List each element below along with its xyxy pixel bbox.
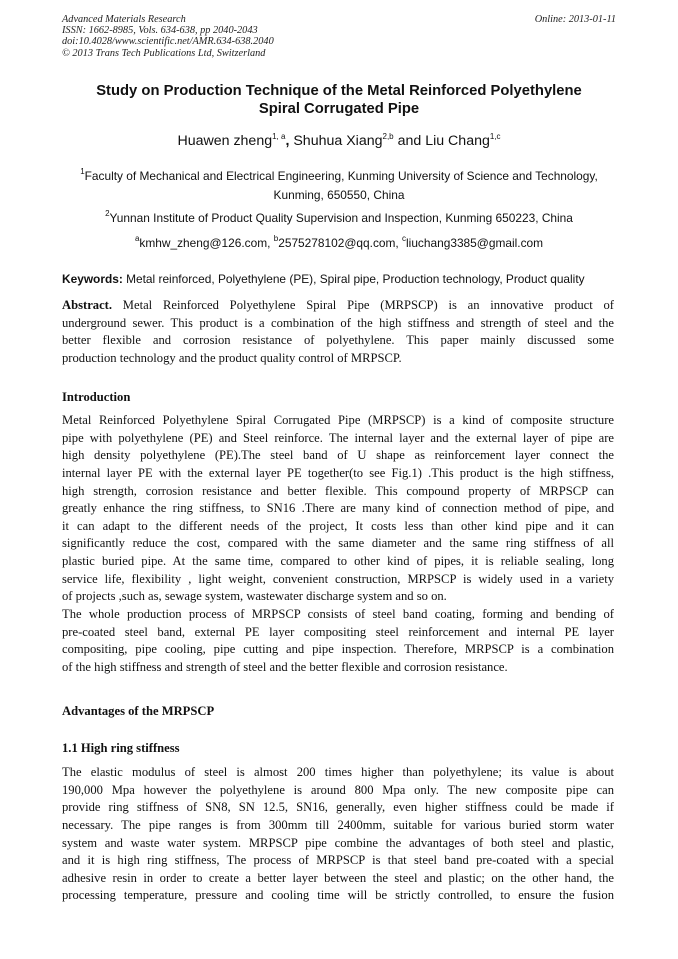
body-line: pipe with polyethylene (PE) and Steel reinforce. The internal layer and the external layer of pipe are <box>62 430 614 445</box>
body-line: compositing, pipe cooling, pipe cutting and pipe inspection. Therefore, MRPSCP is a combination <box>62 642 614 657</box>
title-line: Study on Production Technique of the Metal Reinforced Polyethylene <box>96 83 582 99</box>
author-separator: , <box>285 133 294 149</box>
journal-name: Advanced Materials Research <box>62 14 186 25</box>
journal-header <box>62 14 274 59</box>
title-line: Spiral Corrugated Pipe <box>258 101 420 117</box>
affiliation-mark: 1 <box>80 167 85 176</box>
body-line: pre-coated steel band, external PE layer compositing steel reinforcement and internal PE layer <box>62 624 614 639</box>
body-line: adhesive resin in order to create a better layer between the steel and plastic; on the other hand, the <box>62 870 614 885</box>
body-line: of projects ,such as, sewage system, wastewater discharge system and so on. <box>62 589 447 604</box>
intro-paragraph-2 <box>62 606 614 677</box>
author-affiliation-mark: 2,b <box>382 132 394 141</box>
email-mark: c <box>402 234 407 243</box>
subsection-heading-ring-stiffness: 1.1 High ring stiffness <box>62 741 180 755</box>
body-line: system and waste water system. MRPSCP pipe combine the advantages of both steel and plastic, <box>62 835 614 850</box>
keywords <box>62 271 616 287</box>
body-line: 190,000 Mpa however the polyethylene is around 800 Mpa only. The new composite pipe can <box>62 782 614 797</box>
body-line: Metal Reinforced Polyethylene Spiral Corrugated Pipe (MRPSCP) is a kind of composite structure <box>62 413 614 427</box>
advantages-paragraph-1 <box>62 764 614 905</box>
doi-line: doi:10.4028/www.scientific.net/AMR.634-638.2040 <box>62 36 274 48</box>
affiliation-text: Yunnan Institute of Product Quality Supervision and Inspection, Kunming 650223, China <box>109 211 573 225</box>
paper-title <box>62 82 616 118</box>
body-line: it can adapt to the different needs of the project, It costs less than other kind pipe and it can <box>62 518 614 533</box>
body-line: processing temperature, pressure and cooling time will be strictly controlled, to ensure the fusion <box>62 888 614 903</box>
email-link[interactable]: liuchang3385@gmail.com <box>406 236 544 250</box>
abstract-label: Abstract. <box>62 298 113 312</box>
abstract-line: production technology and the product quality control of MRPSCP. <box>62 350 402 365</box>
intro-paragraph-1 <box>62 412 614 606</box>
body-line: The elastic modulus of steel is almost 200 times higher than polyethylene; its value is about <box>62 765 614 779</box>
author-name: Huawen zheng <box>177 133 273 149</box>
copyright-line: © 2013 Trans Tech Publications Ltd, Switzerland <box>62 47 266 59</box>
affiliation-mark: 2 <box>105 209 110 218</box>
email-link[interactable]: 2575278102@qq.com, <box>278 236 403 250</box>
author-list <box>62 132 616 150</box>
keywords-label: Keywords: <box>62 272 123 286</box>
body-line: service life, flexibility , light weight, convenient construction, MRPSCP is widely used in a variety <box>62 571 614 586</box>
body-line: plastic buried pipe. At the same time, compared to other kind of pipes, it is reliable sealing, long <box>62 554 614 569</box>
author-emails <box>62 235 616 251</box>
body-line: high strength, corrosion resistance and better flexible. This compound property of MRPSCP can <box>62 483 614 498</box>
section-heading-advantages: Advantages of the MRPSCP <box>62 704 215 718</box>
author-affiliation-mark: 1, a <box>272 132 286 141</box>
body-line: provide ring stiffness of SN8, SN 12.5, SN16, generally, even higher stiffness could be made if <box>62 800 614 815</box>
body-line: greatly enhance the ring stiffness, to SN16 .There are many kind of connection method of pipe, and <box>62 501 614 516</box>
affiliation-1 <box>62 167 616 204</box>
author-separator: and <box>393 133 426 149</box>
issn-line: ISSN: 1662-8985, Vols. 634-638, pp 2040-2043 <box>62 25 258 37</box>
body-line: The whole production process of MRPSCP consists of steel band coating, forming and bending of <box>62 607 614 621</box>
body-line: and it is high ring stiffness, The process of MRPSCP is that steel band pre-coated with a special <box>62 853 614 868</box>
affiliation-2 <box>62 209 616 228</box>
abstract-text: Metal Reinforced Polyethylene Spiral Pipe (MRPSCP) is an innovative product of <box>112 298 614 312</box>
abstract-line: better flexible and corrosion resistance of polyethylene. This paper mainly discussed some <box>62 333 614 348</box>
body-line: of the high stiffness and strength of steel and the better flexible and corrosion resistance. <box>62 659 508 674</box>
keywords-text: Metal reinforced, Polyethylene (PE), Spiral pipe, Production technology, Product quality <box>122 272 585 286</box>
abstract <box>62 297 614 368</box>
author-affiliation-mark: 1,c <box>489 132 501 141</box>
author-name: Liu Chang <box>425 133 490 149</box>
author-name: Shuhua Xiang <box>293 133 383 149</box>
online-date: Online: 2013-01-11 <box>534 14 616 25</box>
abstract-line: underground sewer. This product is a combination of the high stiffness and strength of steel and the <box>62 315 614 330</box>
email-link[interactable]: kmhw_zheng@126.com, <box>139 236 274 250</box>
body-line: necessary. The pipe ranges is from 300mm till 2400mm, suitable for various buried storm water <box>62 817 614 832</box>
email-mark: b <box>273 234 279 243</box>
body-line: significantly reduce the cost, compared with the same diameter and the same ring stiffness of all <box>62 536 614 551</box>
affiliation-text: Kunming, 650550, China <box>273 187 405 202</box>
body-line: internal layer PE with the external layer PE together(to see Fig.1) .This product is the high stiffness, <box>62 465 614 480</box>
email-mark: a <box>134 234 140 243</box>
body-line: high density polyethylene (PE).The steel band of U shape as reinforcement layer connect the <box>62 448 614 463</box>
section-heading-introduction: Introduction <box>62 390 131 404</box>
affiliation-text: Faculty of Mechanical and Electrical Engineering, Kunming University of Science and Technology, <box>84 169 598 183</box>
abstract-line <box>62 297 614 315</box>
